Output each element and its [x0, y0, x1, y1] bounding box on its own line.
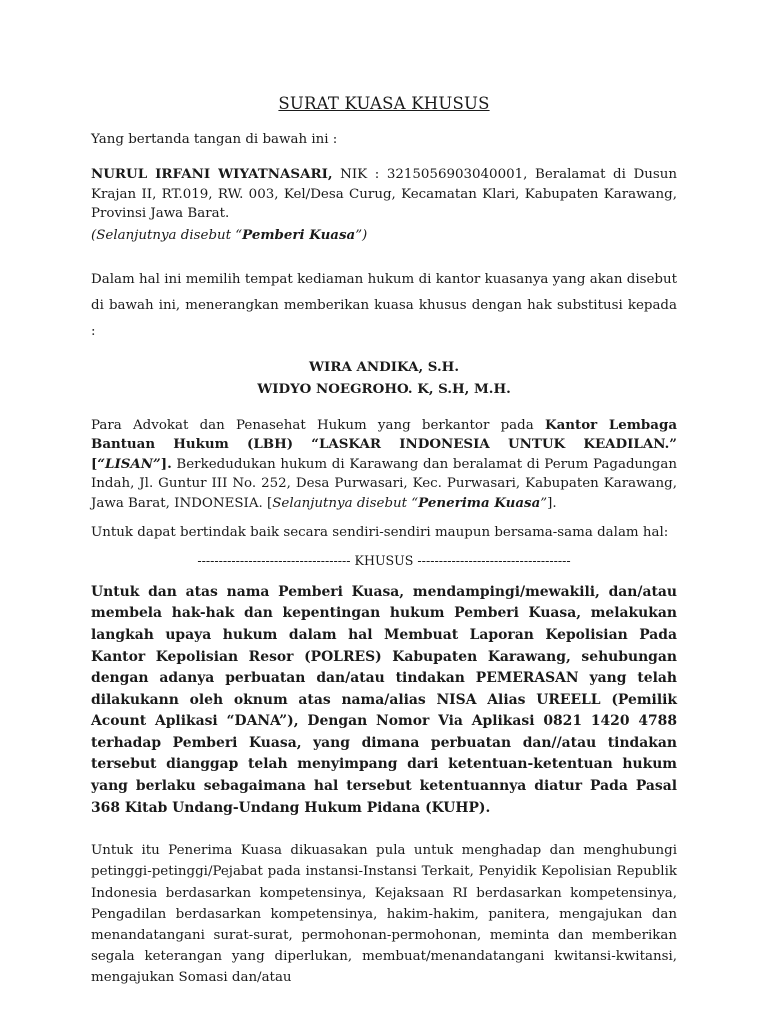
- intro-line: Yang bertanda tangan di bawah ini :: [91, 131, 338, 147]
- khusus-divider: ------------------------------------ KHUSUS ------------------------------------: [197, 553, 571, 569]
- office-end: ].: [160, 455, 172, 472]
- domicile-paragraph: Dalam hal ini memilih tempat kediaman hukum di kantor kuasanya yang akan disebut di bawah ini, menerangkan memberikan kuasa khusus dengan hak substitusi kepada :: [91, 271, 677, 339]
- office-abbr: “LISAN”: [97, 455, 161, 472]
- attorney-name: WIRA ANDIKA, S.H.: [309, 358, 459, 375]
- attorney-name: WIDYO NOEGROHO. K, S.H, M.H.: [257, 380, 511, 397]
- advocate-intro: Para Advokat dan Penasehat Hukum yang berkantor pada: [91, 417, 545, 433]
- advocate-paragraph: [91, 416, 677, 514]
- grantor-name: NURUL IRFANI WIYATNASARI,: [91, 166, 333, 183]
- grantor-note: [91, 226, 677, 246]
- authority-paragraph: Untuk itu Penerima Kuasa dikuasakan pula untuk menghadap dan menghubungi petinggi-petinggi/Pejabat pada instansi-Instansi Terkait, Penyidik Kepolisian Republik Indonesia berdasarkan kompetensinya, Kejaksaan RI berdasarkan kompetensinya, Pengadilan berdasarkan kompetensinya, hakim-hakim, panitera, mengajukan dan menandatangani surat-surat, permohonan-permohonan, meminta dan memberikan segala keterangan yang diperlukan, membuat/menandatangani kwitansi-kwitansi, mengajukan Somasi dan/atau: [91, 843, 677, 986]
- grantor-note-term: Pemberi Kuasa: [242, 226, 356, 243]
- recipient-note-term: Penerima Kuasa: [418, 494, 541, 511]
- recipient-note-after: ”: [540, 495, 548, 511]
- grantor-details: NIK : 3215056903040001, Beralamat di Dusun Krajan II, RT.019, RW. 003, Kel/Desa Curug, Kecamatan Klari, Kabupaten Karawang, Provinsi Jawa Barat.: [91, 167, 677, 222]
- grantor-note-before: (Selanjutnya disebut “: [91, 227, 243, 243]
- office-address: Berkedudukan hukum di Karawang dan beralamat di Perum Pagadungan Indah, Jl. Guntur III No. 252, Desa Purwasari, Kec. Purwasari, Kabupaten Karawang, Jawa Barat, INDONESIA. [: [91, 456, 677, 511]
- grantor-note-after: ”): [355, 227, 368, 243]
- advocate-end: ].: [547, 495, 557, 511]
- office-name: Kantor Lembaga Bantuan Hukum (LBH) “LASKAR INDONESIA UNTUK KEADILAN.” [: [91, 416, 677, 472]
- purpose-line: Untuk dapat bertindak baik secara sendiri-sendiri maupun bersama-sama dalam hal:: [91, 524, 669, 540]
- grantor-paragraph: [91, 165, 677, 224]
- document-title: SURAT KUASA KHUSUS: [278, 94, 490, 113]
- recipient-note-before: Selanjutnya disebut “: [272, 495, 419, 511]
- attorney-names: [91, 356, 677, 400]
- special-clause: Untuk dan atas nama Pemberi Kuasa, mendampingi/mewakili, dan/atau membela hak-hak dan kepentingan hukum Pemberi Kuasa, melakukan langkah upaya hukum dalam hal Membuat Laporan Kepolisian Pada Kantor Kepolisian Resor (POLRES) Kabupaten Karawang, sehubungan dengan adanya perbuatan dan/atau tindakan PEMERASAN yang telah dilakukann oleh oknum atas nama/alias NISA Alias UREELL (Pemilik Acount Aplikasi “DANA”), Dengan Nomor Via Aplikasi 0821 1420 4788 terhadap Pemberi Kuasa, yang dimana perbuatan dan//atau tindakan tersebut dianggap telah menyimpang dari ketentuan-ketentuan hukum yang berlaku sebagaimana hal tersebut ketentuannya diatur Pada Pasal 368 Kitab Undang-Undang Hukum Pidana (KUHP).: [91, 583, 677, 816]
